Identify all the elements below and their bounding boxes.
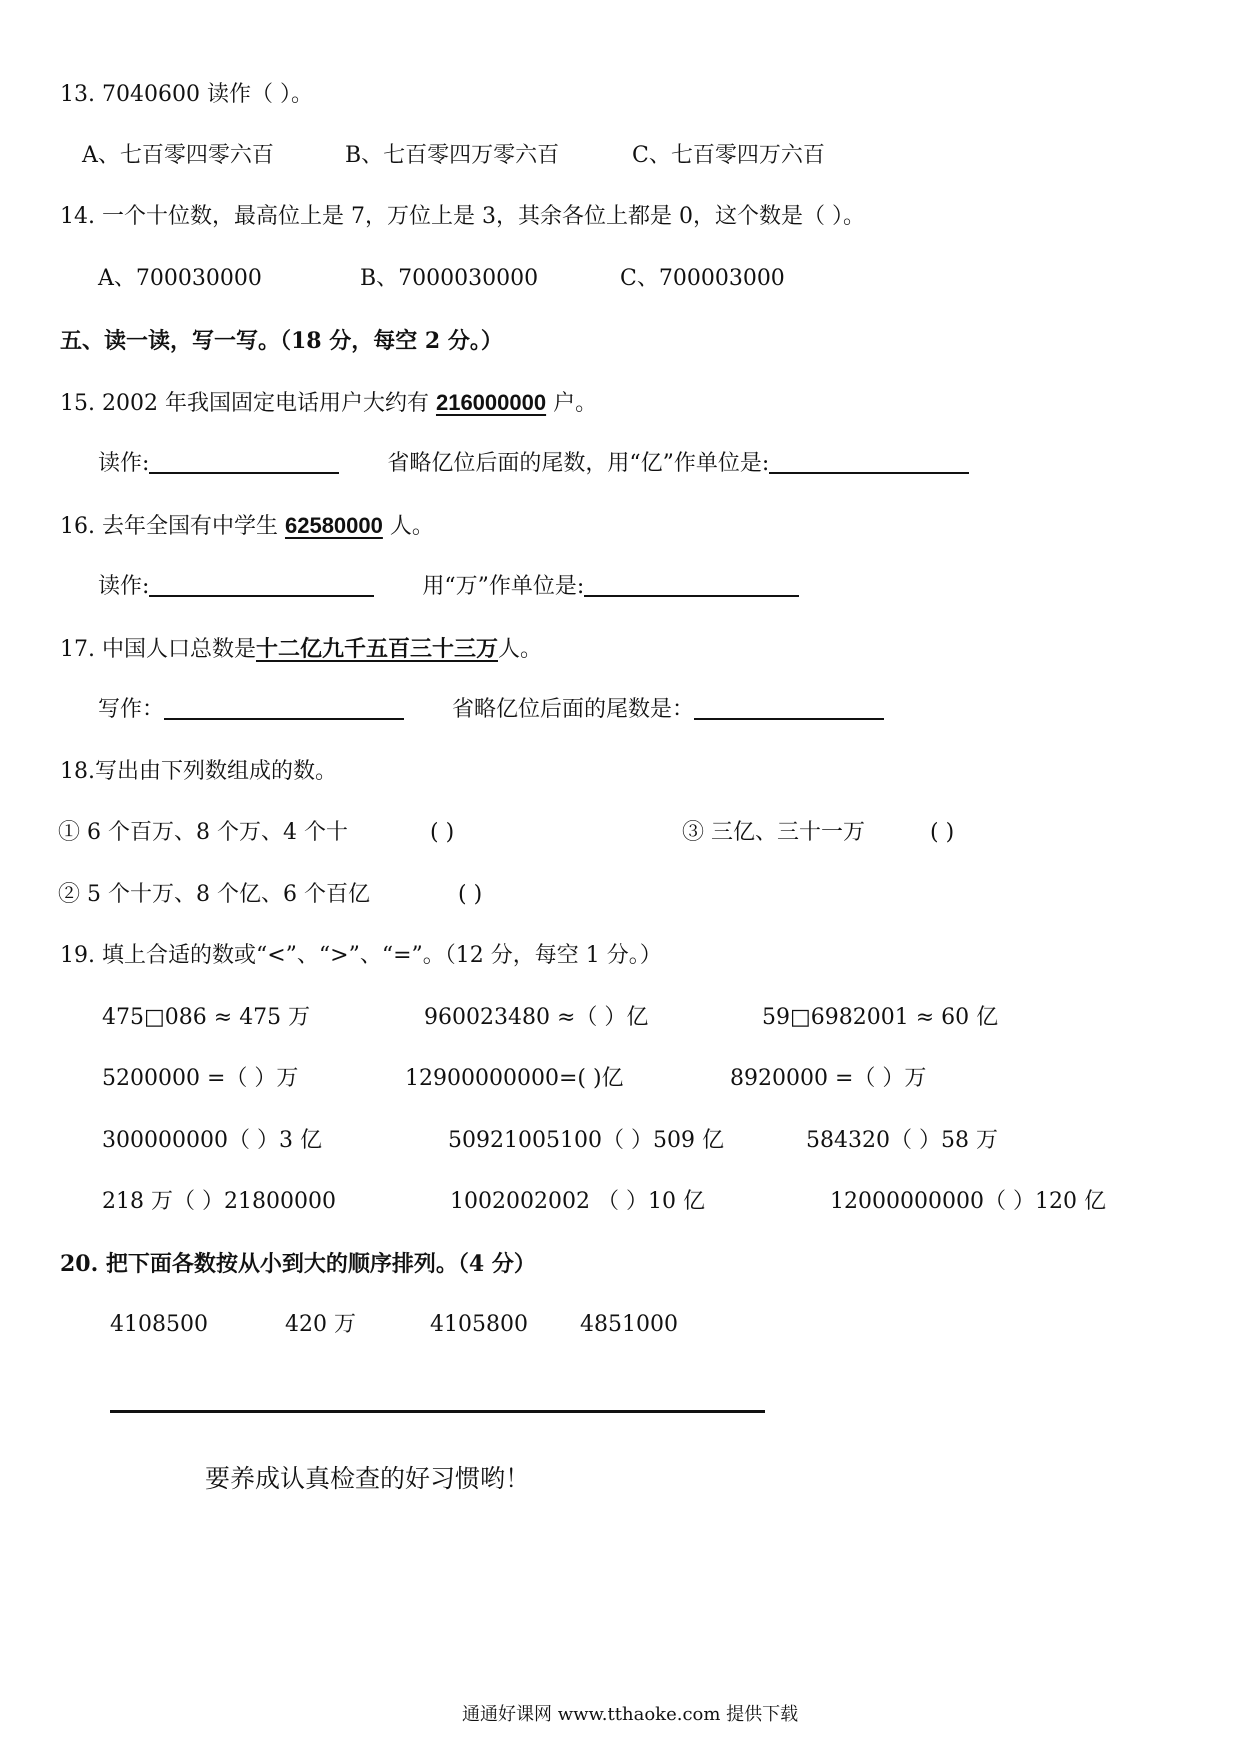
q19-item[interactable]: 12900000000=( )亿 — [405, 1066, 624, 1091]
q18-item-3-answer[interactable]: ( ) — [930, 820, 955, 845]
q14-option-a: A、700030000 — [98, 266, 262, 291]
q19-item[interactable]: 12000000000（ ）120 亿 — [830, 1189, 1106, 1214]
q15-approx-blank[interactable] — [769, 450, 969, 474]
q16-read-blank[interactable] — [149, 573, 374, 597]
q15-answer-row — [98, 449, 969, 479]
q19-item[interactable]: 475□086 ≈ 475 万 — [102, 1005, 311, 1030]
q17-approx-label: 省略亿位后面的尾数是： — [452, 697, 695, 722]
q18-item-2-answer[interactable]: ( ) — [458, 882, 483, 907]
q19-item[interactable]: 584320（ ）58 万 — [806, 1128, 998, 1153]
q14-option-b: B、7000030000 — [360, 266, 539, 291]
q15-read-label: 读作: — [98, 451, 150, 476]
q18-item-1: ① 6 个百万、8 个万、4 个十 — [58, 820, 348, 845]
q20-number: 4851000 — [580, 1312, 678, 1337]
q18-item-2: ② 5 个十万、8 个亿、6 个百亿 — [58, 882, 370, 907]
q13-option-c: C、七百零四万六百 — [632, 143, 825, 168]
q16-wan-label: 用“万”作单位是: — [422, 574, 585, 599]
q20-answer-line[interactable] — [110, 1410, 765, 1413]
q18-item-1-answer[interactable]: ( ) — [430, 820, 455, 845]
q14-stem: 14. 一个十位数，最高位上是 7，万位上是 3，其余各位上都是 0，这个数是（ ）。 — [60, 204, 865, 229]
q19-stem: 19. 填上合适的数或“<”、“>”、“=”。（12 分，每空 1 分。） — [60, 943, 662, 968]
q17-write-label: 写作： — [98, 697, 165, 722]
q17-stem: 17. 中国人口总数是十二亿九千五百三十三万人。 — [60, 636, 543, 662]
q13-stem: 13. 7040600 读作（ ）。 — [60, 82, 313, 107]
q19-item[interactable]: 5200000 =（ ）万 — [102, 1066, 299, 1091]
q15-number: 216000000 — [435, 390, 547, 415]
q15-approx-label: 省略亿位后面的尾数，用“亿”作单位是: — [387, 451, 770, 476]
q14-option-c: C、700003000 — [620, 266, 785, 291]
q19-item[interactable]: 218 万（ ）21800000 — [102, 1189, 336, 1214]
q19-item[interactable]: 300000000（ ）3 亿 — [102, 1128, 322, 1153]
q13-option-a: A、七百零四零六百 — [82, 143, 274, 168]
q15-read-blank[interactable] — [149, 450, 339, 474]
q19-item[interactable]: 8920000 =（ ）万 — [730, 1066, 927, 1091]
q16-read-label: 读作: — [98, 574, 150, 599]
q20-number: 4108500 — [110, 1312, 208, 1337]
closing-reminder: 要养成认真检查的好习惯哟！ — [205, 1464, 531, 1493]
q16-number: 62580000 — [284, 513, 383, 538]
q17-answer-row — [98, 695, 884, 725]
q19-item[interactable]: 960023480 ≈（ ）亿 — [424, 1005, 649, 1030]
q16-wan-blank[interactable] — [584, 573, 799, 597]
q19-item[interactable]: 1002002002 （ ）10 亿 — [450, 1189, 705, 1214]
q17-number: 十二亿九千五百三十三万 — [255, 636, 498, 662]
q20-stem: 20. 把下面各数按从小到大的顺序排列。（4 分） — [60, 1251, 536, 1277]
q19-item[interactable]: 59□6982001 ≈ 60 亿 — [762, 1005, 999, 1030]
section-5-title: 五、读一读，写一写。（18 分，每空 2 分。） — [60, 328, 503, 354]
q18-item-3: ③ 三亿、三十一万 — [682, 820, 865, 845]
q19-item[interactable]: 50921005100（ ）509 亿 — [448, 1128, 724, 1153]
q13-option-b: B、七百零四万零六百 — [345, 143, 560, 168]
q20-number: 4105800 — [430, 1312, 528, 1337]
page-footer: 通通好课网 www.tthaoke.com 提供下载 — [462, 1704, 799, 1725]
q16-stem: 16. 去年全国有中学生 62580000 人。 — [60, 513, 434, 539]
q20-number: 420 万 — [285, 1312, 356, 1337]
q15-stem: 15. 2002 年我国固定电话用户大约有 216000000 户。 — [60, 390, 598, 416]
q18-stem: 18.写出由下列数组成的数。 — [60, 759, 337, 784]
q17-approx-blank[interactable] — [694, 696, 884, 720]
q17-write-blank[interactable] — [164, 696, 404, 720]
q16-answer-row — [98, 572, 799, 602]
